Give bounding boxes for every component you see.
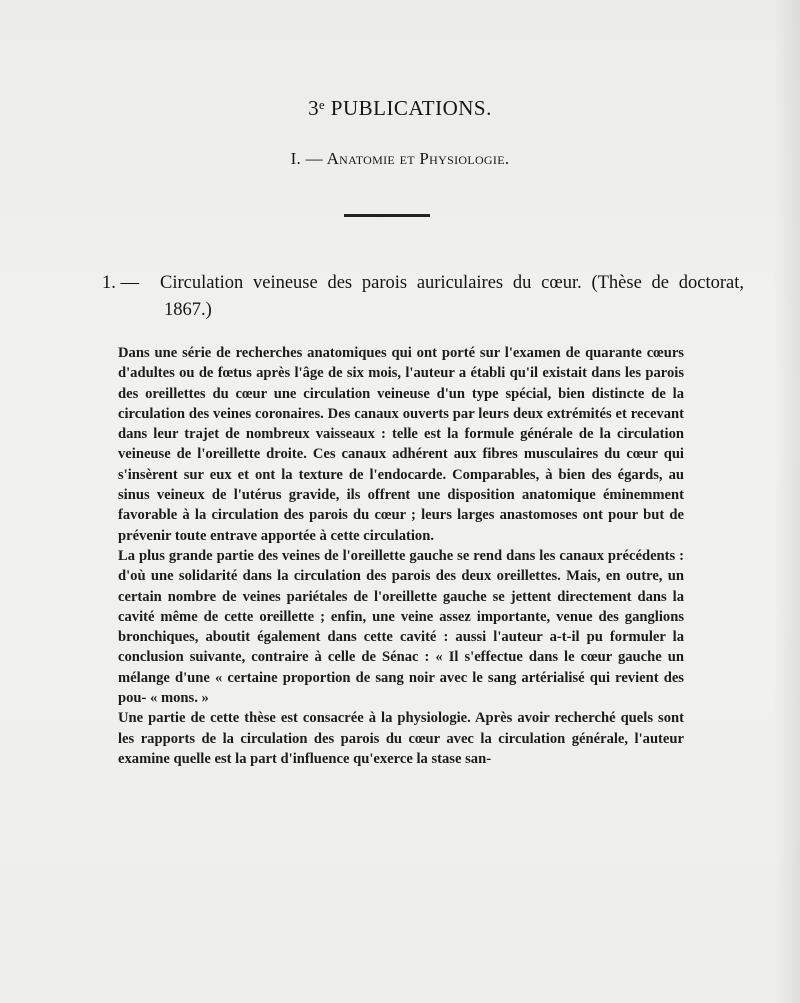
body-paragraph-1: Dans une série de recherches anatomiques qui ont porté sur l'examen de quarante cœurs d'adultes ou de fœtus après l'âge de six mois, l'auteur a établi qu'il existait dans les parois des oreillettes du cœur une circulation veineuse d'un type spécial, bien distincte de la circulation des veines coronaires. Des canaux ouverts par leurs deux extrémités et recevant dans leur trajet de nombreux vaisseaux : telle est la formule générale de la circulation veineuse de l'oreillette droite. Ces canaux adhérent aux fibres musculaires du cœur qui s'insèrent sur eux et ont la texture de l'endocarde. Comparables, à bien des égards, au sinus veineux de l'utérus gravide, ils offrent une disposition anatomique éminemment favorable à la circulation des parois du cœur ; leurs larges anastomoses ont pour but de prévenir toute entrave apportée à cette circulation.: [118, 345, 684, 544]
body-paragraph-2: La plus grande partie des veines de l'oreillette gauche se rend dans les canaux précédents : d'où une solidarité dans la circulation des parois des deux oreillettes. Mais, en outre, un certain nombre de veines pariétales de l'oreillette gauche se jettent directement dans la cavité même de cette oreillette ; enfin, une veine assez importante, venue des ganglions bronchiques, aboutit également dans cette cavité : aussi l'auteur a-t-il pu formuler la conclusion suivante, contraire à celle de Sénac : « Il s'effectue dans le cœur gauche un mélange d'une « certaine proportion de sang noir avec le sang artérialisé qui revient des pou- « mons. »: [118, 547, 684, 707]
subsection-word-2-rest: hysiologie.: [429, 149, 510, 168]
section-divider-rule: [344, 214, 430, 217]
entry-heading-text: Circulation veineuse des parois auriculaires du cœur. (Thèse de doctorat, 1867.): [160, 273, 744, 320]
subsection-word-1-rest: natomie et: [339, 149, 420, 168]
entry-body: [118, 343, 684, 769]
subsection-word-1-initial: A: [326, 149, 340, 168]
section-title: 3ᵉ PUBLICATIONS.: [308, 96, 492, 120]
subsection-title: [0, 149, 800, 169]
entry-heading: [102, 270, 744, 324]
entry-number: 1. —: [102, 273, 139, 293]
body-paragraph-3: Une partie de cette thèse est consacrée à la physiologie. Après avoir recherché quels sont les rapports de la circulation des parois du cœur avec la circulation générale, l'auteur examine quelle est la part d'influence qu'exerce la stase san-: [118, 710, 684, 767]
subsection-word-2-initial: P: [419, 149, 430, 168]
subsection-prefix: I. —: [290, 149, 327, 168]
